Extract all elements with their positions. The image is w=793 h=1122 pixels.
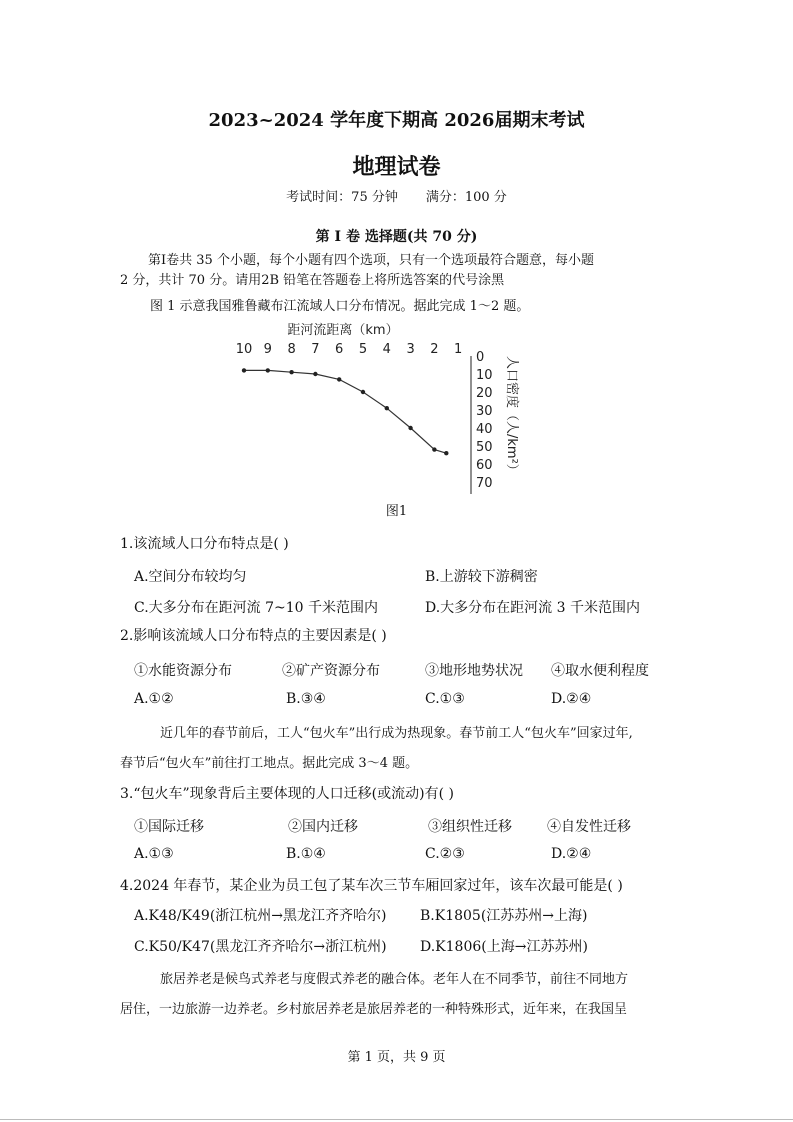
- q2-option-c[interactable]: C.①③: [425, 691, 465, 707]
- y-tick-label: 50: [476, 440, 493, 455]
- section-intro-line2: 2 分，共计 70 分。请用2B 铅笔在答题卷上将所选答案的代号涂黑: [120, 273, 505, 288]
- figure-caption: 图1: [385, 504, 408, 519]
- q3-factor-3: ③组织性迁移: [428, 819, 512, 835]
- section-intro-line1: 第Ⅰ卷共 35 个小题，每个小题有四个选项，只有一个选项最符合题意，每小题: [148, 253, 594, 268]
- series-line: [244, 370, 446, 453]
- page-footer: 第 1 页，共 9 页: [347, 1050, 446, 1065]
- data-point: [242, 368, 246, 372]
- q1-option-d[interactable]: D.大多分布在距河流 3 千米范围内: [425, 600, 640, 616]
- x-tick-label: 5: [358, 342, 368, 357]
- q3-factor-2: ②国内迁移: [288, 819, 358, 835]
- x-tick-label: 9: [263, 342, 272, 357]
- data-point: [432, 447, 436, 451]
- passage3-line1: 旅居养老是候鸟式养老与度假式养老的融合体。老年人在不同季节，前往不同地方: [160, 972, 629, 987]
- y-tick-label: 20: [476, 386, 493, 401]
- x-tick-label: 7: [311, 342, 320, 357]
- q4-stem: 4.2024 年春节，某企业为员工包了某车次三节车厢回家过年，该车次最可能是( ): [120, 878, 623, 894]
- q3-factor-1: ①国际迁移: [134, 819, 204, 835]
- q3-option-c[interactable]: C.②③: [425, 846, 465, 862]
- y-tick-label: 0: [476, 350, 485, 365]
- q2-stem: 2.影响该流域人口分布特点的主要因素是( ): [120, 628, 387, 644]
- data-point: [313, 372, 317, 376]
- q3-stem: 3.“包火车”现象背后主要体现的人口迁移(或流动)有( ): [120, 786, 454, 802]
- q4-option-c[interactable]: C.K50/K47(黑龙江齐齐哈尔→浙江杭州): [134, 939, 387, 955]
- q1-option-b[interactable]: B.上游较下游稠密: [425, 569, 538, 585]
- q2-factor-2: ②矿产资源分布: [282, 663, 380, 679]
- y-tick-label: 70: [476, 476, 493, 491]
- y-tick-label: 60: [476, 458, 493, 473]
- q4-option-d[interactable]: D.K1806(上海→江苏苏州): [420, 939, 588, 955]
- q2-factor-1: ①水能资源分布: [134, 663, 232, 679]
- q1-option-a[interactable]: A.空间分布较均匀: [134, 569, 247, 585]
- data-point: [361, 390, 365, 394]
- data-point: [266, 368, 270, 372]
- q3-factor-4: ④自发性迁移: [547, 819, 631, 835]
- exam-score: 满分：100 分: [425, 190, 507, 205]
- q4-option-a[interactable]: A.K48/K49(浙江杭州→黑龙江齐齐哈尔): [134, 908, 387, 924]
- figure-intro: 图 1 示意我国雅鲁藏布江流域人口分布情况。据此完成 1～2 题。: [150, 299, 530, 314]
- data-points: [242, 368, 449, 455]
- subject-title: 地理试卷: [352, 155, 441, 180]
- y-tick-label: 30: [476, 404, 493, 419]
- page-bottom-divider: [0, 1119, 793, 1120]
- q2-option-b[interactable]: B.③④: [286, 691, 326, 707]
- data-point: [385, 406, 389, 410]
- q1-option-c[interactable]: C.大多分布在距河流 7~10 千米范围内: [134, 600, 379, 616]
- y-tick-label: 10: [476, 368, 493, 383]
- q2-factor-4: ④取水便利程度: [551, 663, 649, 679]
- x-tick-label: 2: [430, 342, 439, 357]
- data-point: [337, 377, 341, 381]
- section-heading: 第 I 卷 选择题(共 70 分): [315, 229, 478, 245]
- x-tick-label: 1: [454, 342, 463, 357]
- q3-option-a[interactable]: A.①③: [134, 846, 174, 862]
- exam-title: 2023~2024 学年度下期高 2026届期末考试: [208, 110, 585, 131]
- exam-time: 考试时间：75 分钟: [286, 190, 398, 205]
- passage2-line2: 春节后“包火车”前往打工地点。据此完成 3～4 题。: [120, 756, 419, 771]
- data-point: [408, 426, 412, 430]
- data-point: [289, 370, 293, 374]
- q3-option-b[interactable]: B.①④: [286, 846, 326, 862]
- exam-meta: [0, 186, 793, 205]
- x-tick-label: 8: [287, 342, 296, 357]
- passage2-line1: 近几年的春节前后，工人“包火车”出行成为热现象。春节前工人“包火车”回家过年,: [160, 726, 633, 741]
- y-tick-labels: [476, 350, 493, 491]
- x-tick-label: 6: [335, 342, 344, 357]
- x-tick-labels: [236, 342, 463, 357]
- y-axis-label: 人口密度（人/km²）: [504, 356, 519, 477]
- q3-option-d[interactable]: D.②④: [551, 846, 592, 862]
- y-tick-label: 40: [476, 422, 493, 437]
- population-density-chart: [226, 318, 526, 496]
- data-point: [444, 451, 448, 455]
- q1-stem: 1.该流域人口分布特点是( ): [120, 536, 289, 552]
- passage3-line2: 居住，一边旅游一边养老。乡村旅居养老是旅居养老的一种特殊形式，近年来，在我国呈: [120, 1002, 628, 1017]
- x-tick-label: 3: [406, 342, 415, 357]
- x-tick-label: 4: [382, 342, 391, 357]
- x-tick-label: 10: [235, 342, 253, 357]
- q4-option-b[interactable]: B.K1805(江苏苏州→上海): [420, 908, 588, 924]
- x-axis-label: 距河流距离（km）: [287, 323, 399, 338]
- q2-factor-3: ③地形地势状况: [425, 663, 523, 679]
- q2-option-d[interactable]: D.②④: [551, 691, 592, 707]
- q2-option-a[interactable]: A.①②: [134, 691, 174, 707]
